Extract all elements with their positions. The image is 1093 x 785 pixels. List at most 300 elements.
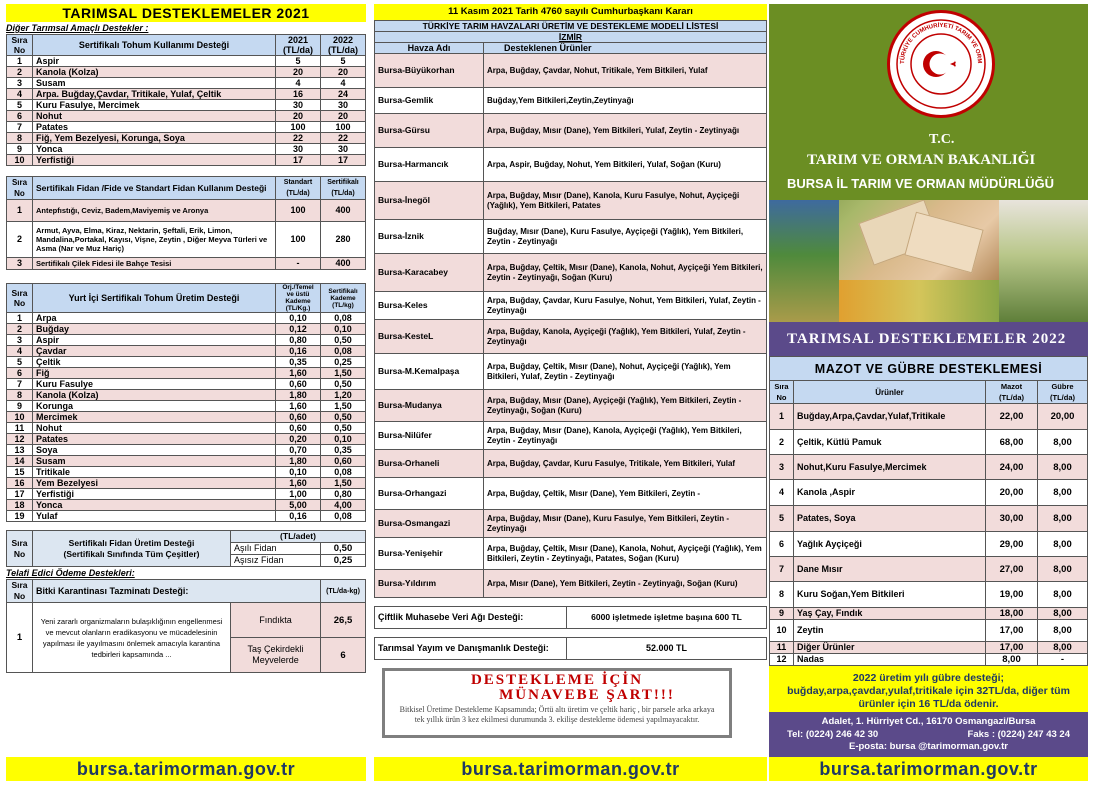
basin-name: Bursa-KesteL: [375, 320, 484, 354]
directorate-name: BURSA İL TARIM VE ORMAN MÜDÜRLÜĞÜ: [787, 176, 1054, 191]
basin-name: Bursa-Yıldırım: [375, 570, 484, 598]
row-number: 5: [7, 100, 33, 111]
supported-products: Buğday,Yem Bitkileri,Zeytin,Zeytinyağı: [484, 88, 767, 114]
certified-value: 4,00: [321, 500, 366, 511]
table-row: [7, 111, 366, 122]
right-column: [769, 4, 1088, 762]
product-name: Çavdar: [33, 346, 276, 357]
karantina-value: 6: [321, 638, 366, 673]
table-row: [7, 258, 366, 270]
table-row: [7, 368, 366, 379]
sira-cell: Sıra No: [7, 580, 33, 603]
table-row: [375, 478, 767, 510]
product-name: Aspir: [33, 56, 276, 67]
table-row: [375, 114, 767, 148]
fidan-uretim-subtitle: (Sertifikalı Sınıfında Tüm Çeşitler): [63, 548, 200, 559]
website-link[interactable]: bursa.tarimorman.gov.tr: [769, 757, 1088, 781]
col-header: Standart (TL/da): [276, 177, 321, 200]
product-name: Zeytin: [794, 620, 986, 642]
row-number: 2: [7, 222, 33, 258]
table-row: [770, 642, 1088, 654]
product-name: Yem Bezelyesi: [33, 478, 276, 489]
row-number: 14: [7, 456, 33, 467]
table-row: [375, 88, 767, 114]
basin-name: Bursa-Keles: [375, 292, 484, 320]
value-2022: 5: [321, 56, 366, 67]
standard-value: 100: [276, 200, 321, 222]
fuel-value: 29,00: [986, 532, 1038, 557]
ministry-header: [769, 4, 1088, 200]
yayim-value: 52.000 TL: [567, 638, 767, 660]
product-name: Tritikale: [33, 467, 276, 478]
ministry-logo-icon: [890, 13, 992, 115]
table-row: [7, 222, 366, 258]
base-value: 1,60: [276, 401, 321, 412]
table-row: [375, 292, 767, 320]
middle-column: [374, 4, 767, 738]
certified-value: 0,50: [321, 423, 366, 434]
product-name: Yerfistiği: [33, 489, 276, 500]
sira-cell: Sıra No: [7, 531, 33, 567]
website-link[interactable]: bursa.tarimorman.gov.tr: [6, 757, 366, 781]
product-name: Kuru Fasulye: [33, 379, 276, 390]
fertilizer-value: 8,00: [1038, 532, 1088, 557]
value-2022: 4: [321, 78, 366, 89]
table-row: [7, 401, 366, 412]
row-number: 7: [770, 557, 794, 582]
table-row: [770, 404, 1088, 430]
supported-products: Arpa, Buğday, Çavdar, Kuru Fasulye, Nohut, Yem Bitkileri, Yulaf, Zeytin - Zeytinyağı: [484, 292, 767, 320]
value-2022: 17: [321, 155, 366, 166]
product-name: Patates: [33, 434, 276, 445]
product-name: Çeltik, Kütlü Pamuk: [794, 430, 986, 455]
table-row: [7, 100, 366, 111]
value-2021: 22: [276, 133, 321, 144]
supported-products: Arpa, Buğday, Çeltik, Mısır (Dane), Kanola, Nohut, Ayçiçeği (Yağlık), Yem Bitkileri, Zeytin - Zeytinyağı, Patates, Soğan (Kuru): [484, 538, 767, 570]
product-name: Çeltik: [33, 357, 276, 368]
product-name: Kanola ,Aspir: [794, 480, 986, 506]
row-number: 9: [770, 608, 794, 620]
product-name: Susam: [33, 78, 276, 89]
fertilizer-note: 2022 üretim yılı gübre desteği; buğday,arpa,çavdar,yulaf,tritikale için 32TL/da, diğer tüm ürünler için 16 TL/da ödenir.: [769, 666, 1088, 712]
farm-accounting-table: [374, 606, 767, 629]
table-row: [7, 89, 366, 100]
notice-text: Bitkisel Üretime Destekleme Kapsamında; Örtü altı üretim ve çeltik hariç , bir parsele arka arkaya tek yıllık ürün 3 kez ekilmesi durumunda 3. ekilişe destekleme ödemesi yapılmayacaktır.: [399, 705, 715, 724]
value-2022: 30: [321, 100, 366, 111]
base-value: 0,16: [276, 511, 321, 522]
row-number: 1: [770, 404, 794, 430]
banner-photo: [769, 200, 1088, 322]
basin-name: Bursa-Harmancık: [375, 148, 484, 182]
izmir-label: İZMİR: [375, 32, 767, 43]
row-number: 7: [7, 379, 33, 390]
certified-value: 1,50: [321, 478, 366, 489]
fertilizer-value: 8,00: [1038, 430, 1088, 455]
fuel-value: 30,00: [986, 506, 1038, 532]
product-name: Kanola (Kolza): [33, 390, 276, 401]
col-header: Sıra No: [7, 35, 33, 56]
fuel-value: 24,00: [986, 455, 1038, 480]
standard-value: -: [276, 258, 321, 270]
row-number: 12: [7, 434, 33, 445]
table-row: [375, 220, 767, 254]
base-value: 5,00: [276, 500, 321, 511]
certified-value: 0,10: [321, 324, 366, 335]
table-row: [7, 390, 366, 401]
fuel-fertilizer-table: [769, 356, 1088, 666]
karantina-unit: (TL/da-kg): [321, 580, 366, 603]
base-value: 1,80: [276, 456, 321, 467]
col-header: Orj./Temel ve üstü Kademe (TL/Kg.): [276, 284, 321, 313]
standard-value: 100: [276, 222, 321, 258]
certified-value: 0,08: [321, 346, 366, 357]
table-row: [7, 313, 366, 324]
value-2022: 30: [321, 144, 366, 155]
base-value: 0,60: [276, 379, 321, 390]
fertilizer-value: 20,00: [1038, 404, 1088, 430]
certified-value: 1,50: [321, 401, 366, 412]
col-header: 2021 (TL/da): [276, 35, 321, 56]
supported-products: Arpa, Buğday, Çavdar, Kuru Fasulye, Tritikale, Yem Bitkileri, Yulaf: [484, 450, 767, 478]
product-name: Arpa. Buğday,Çavdar, Tritikale, Yulaf, Çeltik: [33, 89, 276, 100]
karantina-item: Taş Çekirdekli Meyvelerde: [231, 638, 321, 673]
table-row: [7, 56, 366, 67]
table-row: [375, 390, 767, 422]
basin-name: Bursa-Gemlik: [375, 88, 484, 114]
product-name: Soya: [33, 445, 276, 456]
table-row: [375, 254, 767, 292]
base-value: 1,00: [276, 489, 321, 500]
supported-products: Arpa, Buğday, Çavdar, Nohut, Tritikale, Yem Bitkileri, Yulaf: [484, 54, 767, 88]
basin-name: Bursa-Yenişehir: [375, 538, 484, 570]
base-value: 0,16: [276, 346, 321, 357]
table-row: [770, 455, 1088, 480]
row-number: 10: [7, 155, 33, 166]
certified-value: 0,35: [321, 445, 366, 456]
product-name: Buğday,Arpa,Çavdar,Yulaf,Tritikale: [794, 404, 986, 430]
col-header: Sertifikalı Tohum Kullanımı Desteği: [33, 35, 276, 56]
product-name: Nohut: [33, 423, 276, 434]
supported-products: Arpa, Buğday, Mısır (Dane), Kanola, Kuru Fasulye, Nohut, Ayçiçeği (Yağlık), Yem Bitkileri, Patates: [484, 182, 767, 220]
karantina-item: Fındıkta: [231, 603, 321, 638]
table-row: [7, 133, 366, 144]
seed-production-table: [6, 283, 366, 522]
table-row: [7, 456, 366, 467]
table-row: [7, 122, 366, 133]
col-header: Sıra No: [770, 381, 794, 404]
fuel-value: 19,00: [986, 582, 1038, 608]
value-2022: 22: [321, 133, 366, 144]
table-row: [375, 148, 767, 182]
value-2021: 17: [276, 155, 321, 166]
fidan-value: 0,50: [321, 543, 366, 555]
fertilizer-value: 8,00: [1038, 506, 1088, 532]
ministry-name: TARIM VE ORMAN BAKANLIĞI: [807, 152, 1036, 168]
row-number: 19: [7, 511, 33, 522]
row-number: 17: [7, 489, 33, 500]
sapling-support-table: [6, 176, 366, 270]
basin-name: Bursa-Nilüfer: [375, 422, 484, 450]
table-row: [7, 346, 366, 357]
certified-value: 0,25: [321, 357, 366, 368]
row-number: 9: [7, 401, 33, 412]
certified-value: 0,10: [321, 434, 366, 445]
value-2021: 30: [276, 100, 321, 111]
seed-support-table: [6, 34, 366, 166]
supported-products: Arpa, Buğday, Mısır (Dane), Kuru Fasulye, Yem Bitkileri, Zeytin - Zeytinyağı: [484, 510, 767, 538]
row-number: 7: [7, 122, 33, 133]
base-value: 1,60: [276, 478, 321, 489]
base-value: 0,12: [276, 324, 321, 335]
row-number: 18: [7, 500, 33, 511]
fuel-value: 17,00: [986, 642, 1038, 654]
table-row: [375, 182, 767, 220]
product-name: Yonca: [33, 500, 276, 511]
table-row: [770, 532, 1088, 557]
karantina-desc: Yeni zararlı organizmaların bulaşıklığının engellenmesi ve mevcut olanların eradikasyonu ve mücadelesinin yapılması ile yayılmasını önlemek amacıyla karantina tedbirleri kapsamında ...: [33, 603, 231, 673]
fax: Faks : (0224) 247 43 24: [967, 728, 1070, 740]
value-2021: 20: [276, 111, 321, 122]
table-row: [770, 654, 1088, 666]
table-row: [375, 320, 767, 354]
supported-products: Arpa, Buğday, Çeltik, Mısır (Dane), Kanola, Nohut, Ayçiçeği Yem Bitkileri, Zeytin - Zeytinyağı, Soğan (Kuru): [484, 254, 767, 292]
col-header: Sıra No: [7, 177, 33, 200]
supported-products: Arpa, Buğday, Mısır (Dane), Kanola, Ayçiçeği (Yağlık), Yem Bitkileri, Zeytin - Zeytinyağı: [484, 422, 767, 450]
row-number: 4: [7, 346, 33, 357]
row-number: 8: [770, 582, 794, 608]
table-row: [7, 500, 366, 511]
table-row: [7, 155, 366, 166]
row-number: 11: [7, 423, 33, 434]
row-number: 5: [770, 506, 794, 532]
supported-products: Arpa, Buğday, Kanola, Ayçiçeği (Yağlık), Yem Bitkileri, Yulaf, Zeytin - Zeytinyağı: [484, 320, 767, 354]
value-2021: 16: [276, 89, 321, 100]
basin-name: Bursa-İnegöl: [375, 182, 484, 220]
base-value: 0,20: [276, 434, 321, 445]
table-row: [770, 506, 1088, 532]
row-number: 5: [7, 357, 33, 368]
product-name: Buğday: [33, 324, 276, 335]
col-header: Sertifikalı Kademe (TL/kg): [321, 284, 366, 313]
product-name: Nohut,Kuru Fasulye,Mercimek: [794, 455, 986, 480]
fertilizer-value: 8,00: [1038, 455, 1088, 480]
telafi-title: Telafi Edici Ödeme Destekleri:: [6, 568, 135, 578]
row-number: 3: [7, 258, 33, 270]
table-row: [7, 379, 366, 390]
basin-name: Bursa-İznik: [375, 220, 484, 254]
subtitle: Diğer Tarımsal Amaçlı Destekler :: [6, 23, 149, 33]
phone-row: [777, 729, 1080, 742]
table-row: [7, 200, 366, 222]
notice-title-2: MÜNAVEBE ŞART!!!: [499, 687, 675, 703]
fuel-value: 17,00: [986, 620, 1038, 642]
fertilizer-value: 8,00: [1038, 582, 1088, 608]
fuel-value: 68,00: [986, 430, 1038, 455]
product-name: Armut, Ayva, Elma, Kiraz, Nektarin, Şeftali, Erik, Limon, Mandalina,Portakal, Kayısı, Vişne, Zeytin , Diğer Meyva Türleri ve Asma (Nar ve Muz Hariç): [33, 222, 276, 258]
col-header: Havza Adı: [375, 43, 484, 54]
unit-cell: (TL/adet): [231, 531, 366, 543]
value-2021: 100: [276, 122, 321, 133]
table-row: [7, 357, 366, 368]
table-row: [770, 608, 1088, 620]
tc-label: T.C.: [929, 132, 955, 147]
supported-products: Arpa, Buğday, Mısır (Dane), Yem Bitkileri, Yulaf, Zeytin - Zeytinyağı: [484, 114, 767, 148]
svg-text:TÜRKİYE CUMHURİYETİ TARIM VE O: TÜRKİYE CUMHURİYETİ TARIM VE ORM: [899, 22, 983, 65]
fertilizer-value: 8,00: [1038, 620, 1088, 642]
mazot-title: MAZOT VE GÜBRE DESTEKLEMESİ: [770, 357, 1088, 381]
table-row: [7, 489, 366, 500]
row-number: 10: [7, 412, 33, 423]
certified-value: 0,80: [321, 489, 366, 500]
yayim-label: Tarımsal Yayım ve Danışmanlık Desteği:: [375, 638, 567, 660]
basin-name: Bursa-Orhangazi: [375, 478, 484, 510]
table-row: [375, 450, 767, 478]
basin-name: Bursa-M.Kemalpaşa: [375, 354, 484, 390]
contact-info: [769, 712, 1088, 762]
product-name: Yağlık Ayçiçeği: [794, 532, 986, 557]
table-row: [770, 557, 1088, 582]
fuel-value: 20,00: [986, 480, 1038, 506]
extension-table: [374, 637, 767, 660]
product-name: Kuru Fasulye, Mercimek: [33, 100, 276, 111]
certified-value: 400: [321, 200, 366, 222]
product-name: Mercimek: [33, 412, 276, 423]
rotation-notice: [382, 668, 732, 738]
certified-value: 280: [321, 222, 366, 258]
product-name: Yulaf: [33, 511, 276, 522]
col-header: 2022 (TL/da): [321, 35, 366, 56]
row-number: 2: [7, 67, 33, 78]
table-row: [7, 423, 366, 434]
col-header: Sertifikalı (TL/da): [321, 177, 366, 200]
fidan-uretim-title: [33, 531, 231, 567]
col-header: Yurt İçi Sertifikalı Tohum Üretim Desteği: [33, 284, 276, 313]
ministry-logo: [887, 10, 995, 118]
decree-title: 11 Kasım 2021 Tarih 4760 sayılı Cumhurbaşkanı Kararı: [374, 4, 767, 20]
row-number: 11: [770, 642, 794, 654]
product-name: Nohut: [33, 111, 276, 122]
product-name: Patates: [33, 122, 276, 133]
product-name: Arpa: [33, 313, 276, 324]
table-row: [7, 467, 366, 478]
certified-value: 0,08: [321, 313, 366, 324]
row-number: 1: [7, 603, 33, 673]
fertilizer-value: 8,00: [1038, 642, 1088, 654]
product-name: Kuru Soğan,Yem Bitkileri: [794, 582, 986, 608]
table-row: [7, 335, 366, 346]
product-name: Yonca: [33, 144, 276, 155]
tel: Tel: (0224) 246 42 30: [787, 728, 879, 740]
col-header: Sertifikalı Fidan /Fide ve Standart Fidan Kullanım Desteği: [33, 177, 276, 200]
row-number: 15: [7, 467, 33, 478]
address: Adalet, 1. Hürriyet Cd., 16170 Osmangazi/Bursa: [821, 716, 1036, 727]
table-row: [7, 78, 366, 89]
product-name: Yaş Çay, Fındık: [794, 608, 986, 620]
title-band: TARIMSAL DESTEKLEMELER 2022: [769, 322, 1088, 356]
row-number: 6: [7, 111, 33, 122]
row-number: 3: [770, 455, 794, 480]
row-number: 8: [7, 133, 33, 144]
fertilizer-value: -: [1038, 654, 1088, 666]
basin-name: Bursa-Karacabey: [375, 254, 484, 292]
main-title: TARIMSAL DESTEKLEMELER 2021: [6, 4, 366, 22]
row-number: 4: [770, 480, 794, 506]
product-name: Korunga: [33, 401, 276, 412]
col-header: Mazot (TL/da): [986, 381, 1038, 404]
col-header: Ürünler: [794, 381, 986, 404]
value-2022: 24: [321, 89, 366, 100]
supported-products: Arpa, Buğday, Çeltik, Mısır (Dane), Nohut, Ayçiçeği (Yağlık), Yem Bitkileri, Yulaf, Zeytin - Zeytinyağı: [484, 354, 767, 390]
fidan-value: 0,25: [321, 555, 366, 567]
fertilizer-value: 8,00: [1038, 557, 1088, 582]
row-number: 13: [7, 445, 33, 456]
certified-value: 0,50: [321, 412, 366, 423]
value-2022: 20: [321, 111, 366, 122]
fertilizer-value: 8,00: [1038, 608, 1088, 620]
col-header: Sıra No: [7, 284, 33, 313]
fertilizer-value: 8,00: [1038, 480, 1088, 506]
fidan-type: Aşısız Fidan: [231, 555, 321, 567]
row-number: 12: [770, 654, 794, 666]
supported-products: Arpa, Aspir, Buğday, Nohut, Yem Bitkileri, Yulaf, Soğan (Kuru): [484, 148, 767, 182]
base-value: 1,60: [276, 368, 321, 379]
table-row: [7, 445, 366, 456]
basin-name: Bursa-Büyükorhan: [375, 54, 484, 88]
product-name: Fiğ, Yem Bezelyesi, Korunga, Soya: [33, 133, 276, 144]
basin-name: Bursa-Osmangazi: [375, 510, 484, 538]
left-column: [6, 4, 366, 673]
table-row: [7, 478, 366, 489]
row-number: 9: [7, 144, 33, 155]
table-row: [375, 570, 767, 598]
base-value: 0,10: [276, 467, 321, 478]
col-header: Gübre (TL/da): [1038, 381, 1088, 404]
model-title: TÜRKİYE TARIM HAVZALARI ÜRETİM VE DESTEKLEME MODELİ LİSTESİ: [375, 21, 767, 32]
table-row: [375, 54, 767, 88]
quarantine-table: [6, 579, 366, 673]
table-row: [375, 510, 767, 538]
table-row: [770, 480, 1088, 506]
website-link[interactable]: bursa.tarimorman.gov.tr: [374, 757, 767, 781]
karantina-value: 26,5: [321, 603, 366, 638]
ciftlik-value: 6000 işletmede işletme başına 600 TL: [567, 607, 767, 629]
product-name: Dane Mısır: [794, 557, 986, 582]
certified-value: 1,20: [321, 390, 366, 401]
row-number: 4: [7, 89, 33, 100]
email[interactable]: E-posta: bursa @tarimorman.gov.tr: [849, 741, 1008, 752]
product-name: Aspir: [33, 335, 276, 346]
row-number: 2: [7, 324, 33, 335]
row-number: 16: [7, 478, 33, 489]
base-value: 0,60: [276, 423, 321, 434]
basin-table: [374, 20, 767, 598]
product-name: Fiğ: [33, 368, 276, 379]
value-2021: 4: [276, 78, 321, 89]
value-2021: 30: [276, 144, 321, 155]
product-name: Sertifikalı Çilek Fidesi ile Bahçe Tesisi: [33, 258, 276, 270]
certified-value: 1,50: [321, 368, 366, 379]
row-number: 6: [770, 532, 794, 557]
base-value: 0,80: [276, 335, 321, 346]
table-row: [7, 144, 366, 155]
value-2021: 20: [276, 67, 321, 78]
certified-value: 0,50: [321, 335, 366, 346]
base-value: 0,10: [276, 313, 321, 324]
supported-products: Arpa, Mısır (Dane), Yem Bitkileri, Zeytin - Zeytinyağı, Soğan (Kuru): [484, 570, 767, 598]
table-row: [7, 67, 366, 78]
product-name: Kanola (Kolza): [33, 67, 276, 78]
product-name: Antepfıstığı, Ceviz, Badem,Maviyemiş ve Aronya: [33, 200, 276, 222]
